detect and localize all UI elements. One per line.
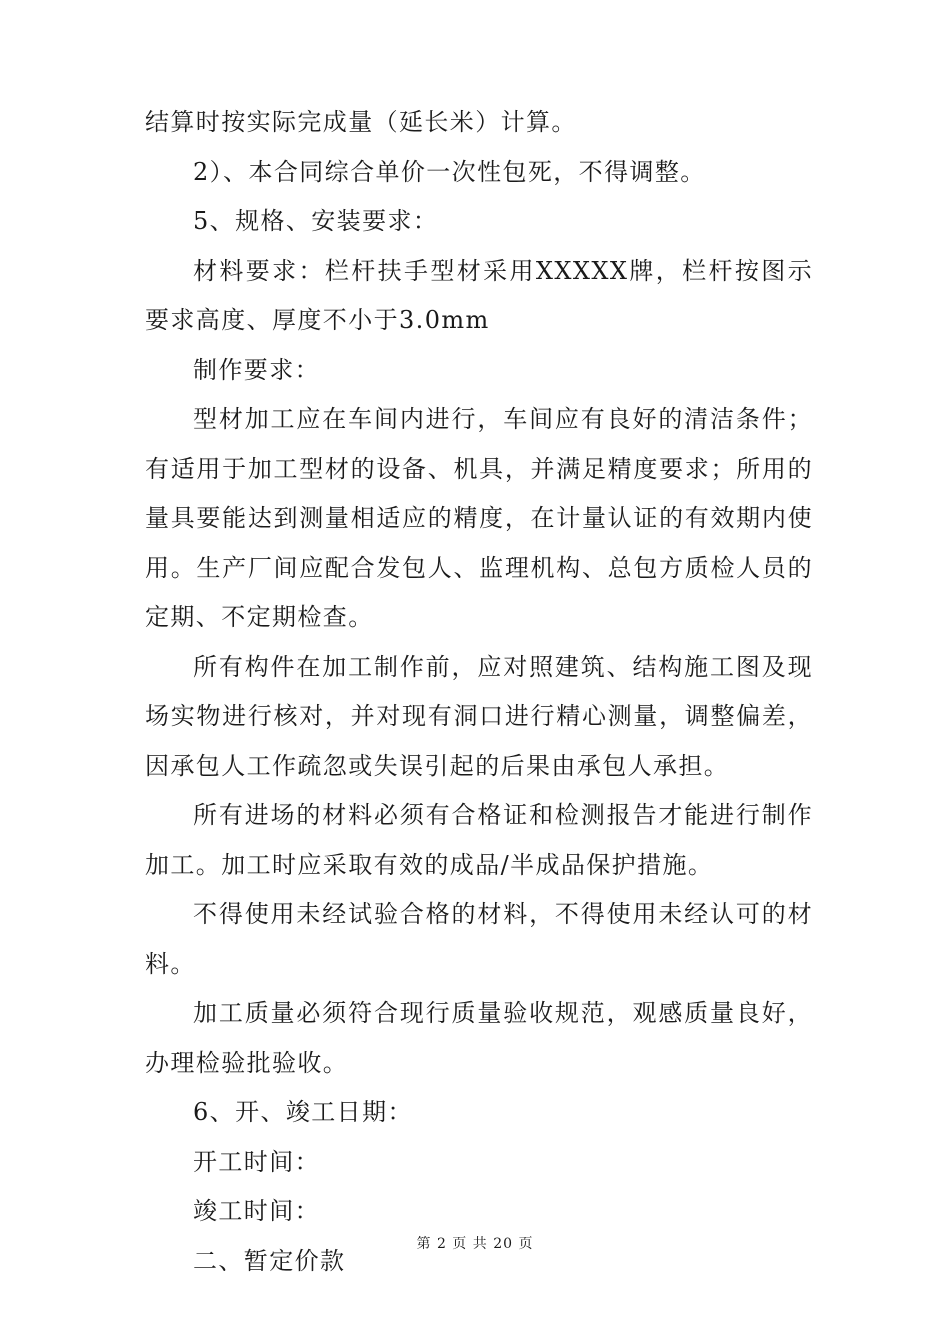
paragraph-2: 2）、本合同综合单价一次性包死，不得调整。 [193, 157, 706, 186]
paragraph-unapproved-materials: 不得使用未经试验合格的材料，不得使用未经认可的材料。 [145, 900, 813, 978]
paragraph-1: 结算时按实际完成量（延长米）计算。 [145, 108, 577, 136]
paragraph-materials-certificates: 所有进场的材料必须有合格证和检测报告才能进行制作加工。加工时应采取有效的成品/半成品保护措施。 [145, 801, 813, 879]
document-body [145, 98, 813, 1286]
paragraph-components: 所有构件在加工制作前，应对照建筑、结构施工图及现场实物进行核对，并对现有洞口进行精心测量，调整偏差，因承包人工作疏忽或失误引起的后果由承包人承担。 [145, 652, 813, 780]
section-heading-provisional-price: 二、暂定价款 [193, 1246, 346, 1275]
page-number-footer: 第 2 页 共 20 页 [416, 1236, 534, 1252]
paragraph-quality: 加工质量必须符合现行质量验收规范，观感质量良好，办理检验批验收。 [145, 999, 813, 1077]
completion-date-label: 竣工时间： [193, 1197, 320, 1225]
paragraph-fabrication-heading: 制作要求： [193, 355, 320, 384]
section-heading-6: 6、开、竣工日期： [193, 1098, 413, 1126]
section-heading-5: 5、规格、安装要求： [193, 207, 439, 235]
start-date-label: 开工时间： [193, 1147, 320, 1176]
paragraph-workshop: 型材加工应在车间内进行，车间应有良好的清洁条件；有适用于加工型材的设备、机具，并满足精度要求；所用的量具要能达到测量相适应的精度，在计量认证的有效期内使用。生产厂间应配合发包人、监理机构、总包方质检人员的定期、不定期检查。 [145, 405, 813, 631]
paragraph-material-requirements: 材料要求：栏杆扶手型材采用XXXXX牌，栏杆按图示要求高度、厚度不小于3.0mm [145, 256, 813, 334]
